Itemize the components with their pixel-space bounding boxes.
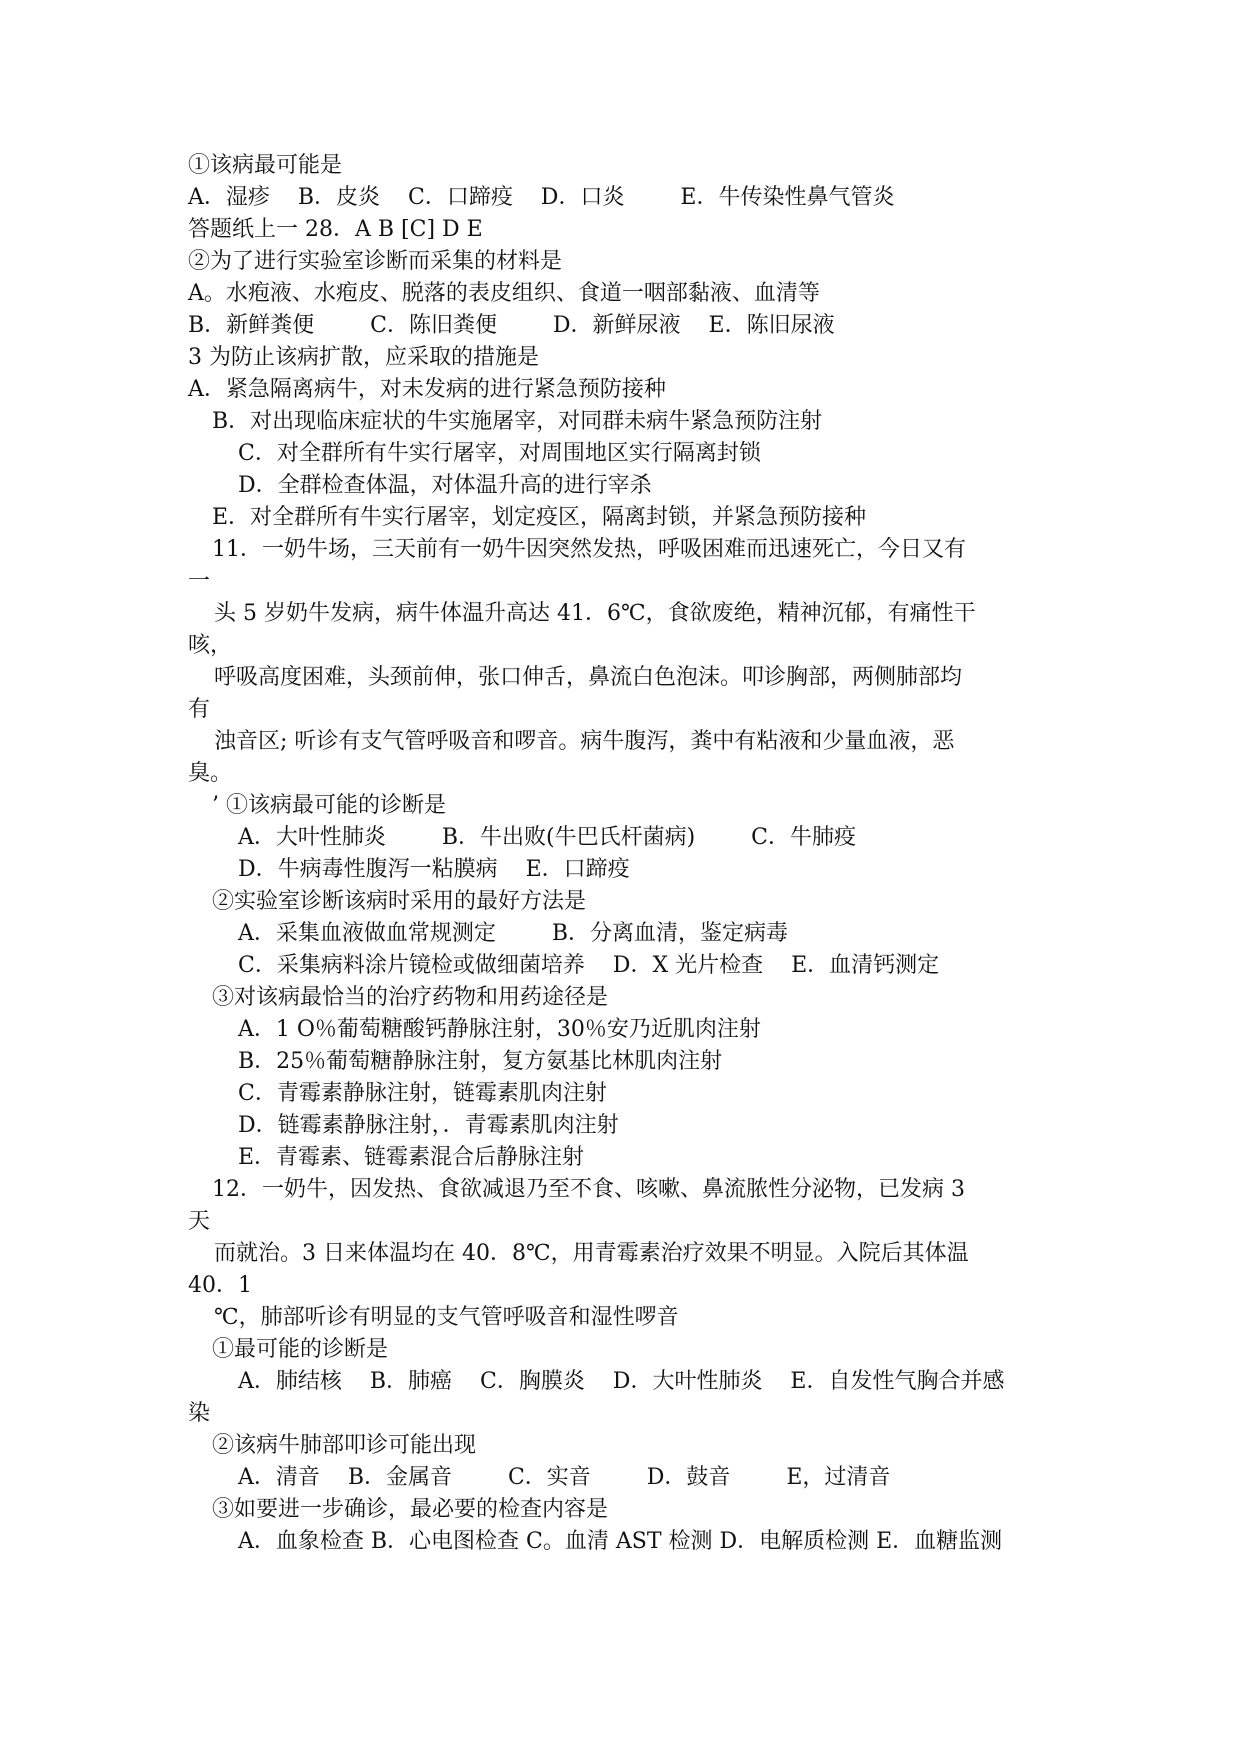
answer-options: A．肺结核 B．肺癌 C．胸膜炎 D．大叶性肺炎 E．自发性气胸合并感 [238,1369,1005,1394]
answer-option: C．青霉素静脉注射，链霉素肌肉注射 [238,1081,607,1106]
answer-sheet-note: 答题纸上一 28．A B [C] D E [188,217,483,242]
case-paragraph: 有 [188,697,211,722]
answer-options: A．清音 B．金属音 C．实音 D．鼓音 E，过清音 [238,1465,891,1490]
answer-option: C．对全群所有牛实行屠宰，对周围地区实行隔离封锁 [238,441,761,466]
case-paragraph: 40．1 [188,1273,252,1298]
question-stem: ②为了进行实验室诊断而采集的材料是 [188,249,563,274]
case-paragraph: 11．一奶牛场，三天前有一奶牛因突然发热，呼吸困难而迅速死亡，今日又有 [212,537,966,562]
answer-options: A．湿疹 B．皮炎 C．口蹄疫 D．口炎 E．牛传染性鼻气管炎 [188,185,895,210]
answer-option: B．25％葡萄糖静脉注射，复方氨基比林肌肉注射 [238,1049,723,1074]
question-stem: ①最可能的诊断是 [212,1337,389,1362]
question-stem: 3 为防止该病扩散，应采取的措施是 [188,345,539,370]
answer-options: D．牛病毒性腹泻一粘膜病 E．口蹄疫 [238,857,630,882]
question-stem: ②该病牛肺部叩诊可能出现 [212,1433,477,1458]
case-paragraph: 一 [188,569,211,594]
case-paragraph: 咳， [188,633,233,658]
case-paragraph: 头 5 岁奶牛发病，病牛体温升高达 41．6℃，食欲废绝，精神沉郁，有痛性干 [214,601,976,626]
question-stem: ’ ①该病最可能的诊断是 [212,793,446,818]
case-paragraph: 浊音区; 听诊有支气管呼吸音和啰音。病牛腹泻，粪中有粘液和少量血液，恶 [214,729,955,754]
answer-options: A．大叶性肺炎 B．牛出败(牛巴氏杆菌病) C．牛肺疫 [238,825,856,850]
question-stem: ③对该病最恰当的治疗药物和用药途径是 [212,985,609,1010]
case-paragraph: 12．一奶牛，因发热、食欲减退乃至不食、咳嗽、鼻流脓性分泌物，已发病 3 [212,1177,965,1202]
question-stem: ③如要进一步确诊，最必要的检查内容是 [212,1497,609,1522]
answer-option: B．对出现临床症状的牛实施屠宰，对同群未病牛紧急预防注射 [212,409,823,434]
answer-options: A．采集血液做血常规测定 B．分离血清，鉴定病毒 [238,921,789,946]
answer-option: D．全群检查体温，对体温升高的进行宰杀 [238,473,652,498]
answer-option: A．紧急隔离病牛，对未发病的进行紧急预防接种 [188,377,666,402]
answer-options: A．血象检查 B．心电图检查 C。血清 AST 检测 D．电解质检测 E．血糖监测 [238,1529,1003,1554]
case-paragraph: 臭。 [188,761,233,786]
answer-option: E．对全群所有牛实行屠宰，划定疫区，隔离封锁，并紧急预防接种 [212,505,867,530]
answer-options: 染 [188,1401,211,1426]
answer-option: E．青霉素、链霉素混合后静脉注射 [238,1145,585,1170]
case-paragraph: 而就治。3 日来体温均在 40．8℃，用青霉素治疗效果不明显。入院后其体温 [214,1241,969,1266]
case-paragraph: 呼吸高度困难，头颈前伸，张口伸舌，鼻流白色泡沫。叩诊胸部，两侧肺部均 [214,665,963,690]
answer-option: A。水疱液、水疱皮、脱落的表皮组织、食道一咽部黏液、血清等 [188,281,820,306]
answer-options: C．采集病料涂片镜检或做细菌培养 D．X 光片检查 E．血清钙测定 [238,953,940,978]
case-paragraph: 天 [188,1209,211,1234]
case-paragraph: ℃，肺部听诊有明显的支气管呼吸音和湿性啰音 [214,1305,679,1330]
question-stem: ②实验室诊断该病时采用的最好方法是 [212,889,587,914]
answer-option: D．链霉素静脉注射，．青霉素肌肉注射 [238,1113,619,1138]
answer-options: B．新鲜粪便 C．陈旧粪便 D．新鲜尿液 E．陈旧尿液 [188,313,835,338]
question-stem: ①该病最可能是 [188,153,343,178]
answer-option: A．1 O％葡萄糖酸钙静脉注射，30％安乃近肌肉注射 [238,1017,761,1042]
